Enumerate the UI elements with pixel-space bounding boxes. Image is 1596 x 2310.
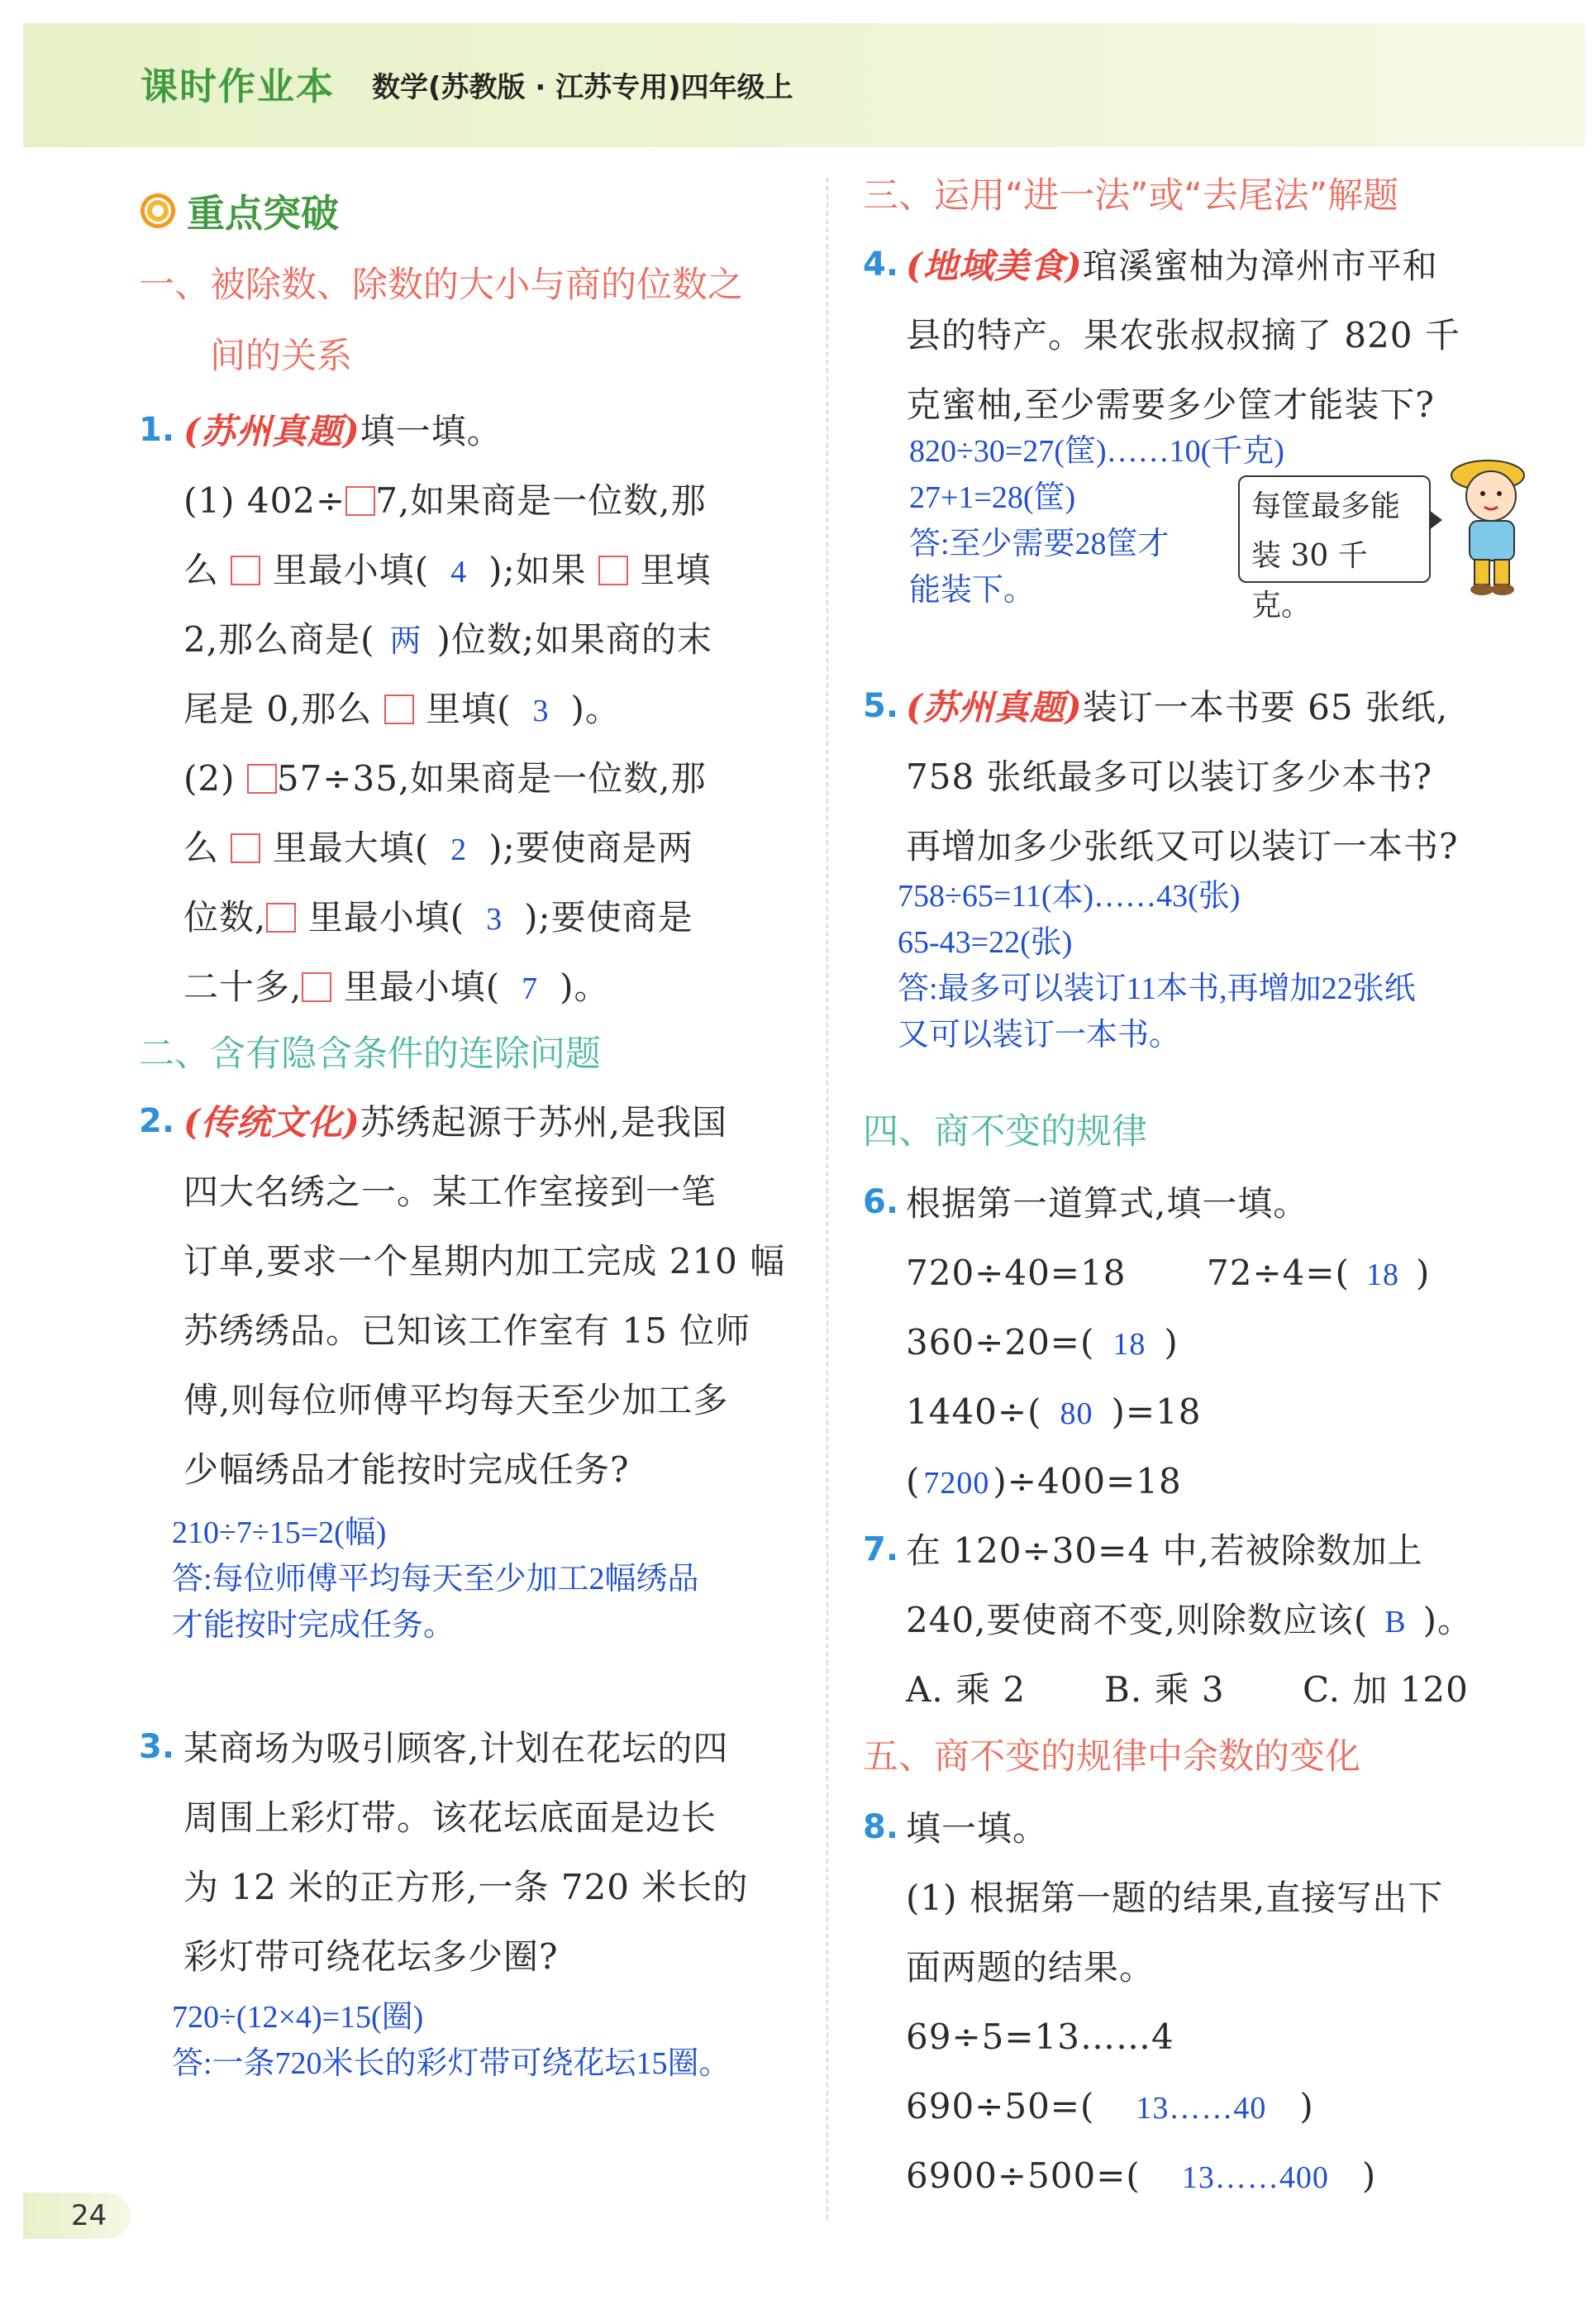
- fill-answer: 13……40: [1136, 2091, 1267, 2126]
- question-4-tag: (地域美食): [906, 246, 1083, 286]
- q7-line-1: 在 120÷30=4 中,若被除数加上: [906, 1530, 1423, 1571]
- q5-answer-3: 答:最多可以装订11本书,再增加22张纸: [898, 971, 1416, 1006]
- q2-line-5: 傅,则每位师傅平均每天至少加工多: [183, 1380, 729, 1420]
- q1-p1-line-b: 么 里最小填( 4 );如果 里填: [183, 550, 712, 590]
- q1-p2-line-b: 么 里最大填( 2 );要使商是两: [183, 828, 693, 868]
- fill-answer: 18: [1365, 1258, 1399, 1292]
- section-5-title: 五、商不变的规律中余数的变化: [863, 1736, 1360, 1778]
- fill-answer: 4: [450, 555, 468, 589]
- q7-line-2: 240,要使商不变,则除数应该( B )。: [906, 1600, 1474, 1640]
- q6-row-1b: 72÷4=( 18 ): [1207, 1253, 1431, 1293]
- answer-box[interactable]: [598, 556, 628, 585]
- q3-line-4: 彩灯带可绕花坛多少圈?: [183, 1936, 559, 1977]
- column-divider: [827, 178, 828, 2220]
- answer-box[interactable]: [302, 972, 331, 1002]
- question-5-number: 5.: [863, 687, 899, 725]
- q4-answer-2: 27+1=28(筐): [909, 480, 1076, 515]
- q2-line-1: (传统文化)苏绣起源于苏州,是我国: [183, 1102, 728, 1143]
- q8-p1-line-2: 面两题的结果。: [906, 1947, 1155, 1988]
- fill-answer: 7200: [923, 1466, 990, 1501]
- brand-title: 课时作业本: [141, 64, 336, 108]
- answer-box[interactable]: [266, 903, 296, 933]
- book-subtitle: 数学(苏教版 · 江苏专用)四年级上: [372, 71, 793, 104]
- question-1-tag: (苏州真题): [183, 411, 360, 451]
- answer-box[interactable]: [345, 486, 375, 516]
- question-1-number: 1.: [139, 411, 175, 449]
- q7-option-a[interactable]: A. 乘 2: [906, 1669, 1027, 1710]
- answer-box[interactable]: [231, 833, 260, 863]
- q8-p1-line-1: (1) 根据第一题的结果,直接写出下: [906, 1878, 1444, 1918]
- q2-answer-3: 才能按时完成任务。: [172, 1608, 455, 1643]
- q5-line-2: 758 张纸最多可以装订多少本书?: [906, 756, 1433, 797]
- q2-answer-1: 210÷7÷15=2(幅): [172, 1515, 387, 1550]
- q5-answer-4: 又可以装订一本书。: [898, 1018, 1181, 1052]
- q7-option-b[interactable]: B. 乘 3: [1104, 1669, 1225, 1710]
- target-icon: [139, 192, 177, 230]
- section-2-title: 二、含有隐含条件的连除问题: [139, 1033, 601, 1075]
- fill-answer: B: [1384, 1605, 1407, 1639]
- q3-answer-1: 720÷(12×4)=15(圈): [172, 2000, 424, 2035]
- q8-row-2: 690÷50=( 13……40 ): [906, 2086, 1314, 2126]
- q6-row-1a: 720÷40=18: [906, 1253, 1127, 1293]
- q5-answer-1: 758÷65=11(本)……43(张): [898, 879, 1241, 914]
- section-1-title-line1: 一、被除数、除数的大小与商的位数之: [139, 265, 743, 306]
- focus-badge-label: 重点突破: [187, 191, 339, 236]
- q7-option-c[interactable]: C. 加 120: [1303, 1669, 1469, 1710]
- q6-row-2: 360÷20=( 18 ): [906, 1322, 1179, 1363]
- fill-answer: 13……400: [1181, 2160, 1329, 2195]
- q4-line-3: 克蜜柚,至少需要多少筐才能装下?: [906, 384, 1435, 425]
- question-6-number: 6.: [863, 1183, 899, 1221]
- focus-badge: [139, 184, 339, 238]
- student-illustration-icon: [1436, 451, 1544, 599]
- fill-answer: 80: [1060, 1396, 1093, 1431]
- question-7-number: 7.: [863, 1530, 899, 1568]
- page-number: 24: [23, 2193, 131, 2239]
- answer-box[interactable]: [247, 764, 277, 794]
- fill-answer: 7: [522, 971, 539, 1006]
- answer-box[interactable]: [231, 556, 260, 585]
- q1-p2-line-a: (2) 57÷35,如果商是一位数,那: [183, 758, 707, 799]
- question-1-text: 填一填。: [360, 411, 503, 451]
- q3-line-3: 为 12 米的正方形,一条 720 米长的: [183, 1867, 749, 1907]
- q4-line-1: (地域美食)琯溪蜜柚为漳州市平和: [906, 246, 1438, 286]
- q6-prompt: 根据第一道算式,填一填。: [906, 1183, 1309, 1224]
- q3-answer-2: 答:一条720米长的彩灯带可绕花坛15圈。: [172, 2046, 731, 2081]
- q8-row-1: 69÷5=13……4: [906, 2016, 1174, 2057]
- hint-line-1: 每筐最多能: [1251, 489, 1401, 523]
- question-2-tag: (传统文化): [183, 1102, 360, 1143]
- fill-answer: 两: [389, 624, 422, 659]
- section-4-title: 四、商不变的规律: [863, 1111, 1147, 1153]
- question-1-prompt: [183, 397, 503, 466]
- q2-line-2: 四大名绣之一。某工作室接到一笔: [183, 1172, 717, 1212]
- question-4-number: 4.: [863, 246, 899, 284]
- section-3-title: 三、运用“进一法”或“去尾法”解题: [863, 175, 1399, 217]
- q1-p2-line-d: 二十多, 里最小填( 7 )。: [183, 966, 610, 1007]
- q2-line-4: 苏绣绣品。已知该工作室有 15 位师: [183, 1310, 751, 1351]
- q2-line-6: 少幅绣品才能按时完成任务?: [183, 1449, 630, 1490]
- question-8-number: 8.: [863, 1808, 899, 1846]
- q1-p1-line-d: 尾是 0,那么 里填( 3 )。: [183, 689, 621, 729]
- q5-answer-2: 65-43=22(张): [898, 925, 1073, 960]
- fill-answer: 3: [532, 694, 550, 728]
- question-3-number: 3.: [139, 1728, 175, 1766]
- q2-answer-2: 答:每位师傅平均每天至少加工2幅绣品: [172, 1562, 699, 1596]
- q8-prompt: 填一填。: [906, 1808, 1049, 1849]
- q6-row-4: ( 7200)÷400=18: [906, 1461, 1182, 1501]
- answer-box[interactable]: [384, 694, 414, 724]
- q3-line-2: 周围上彩灯带。该花坛底面是边长: [183, 1797, 717, 1838]
- q3-line-1: 某商场为吸引顾客,计划在花坛的四: [183, 1728, 729, 1768]
- q4-line-2: 县的特产。果农张叔叔摘了 820 千: [906, 315, 1460, 356]
- q8-row-3: 6900÷500=( 13……400 ): [906, 2155, 1377, 2196]
- fill-answer: 18: [1112, 1327, 1146, 1362]
- q4-answer-3: 答:至少需要28筐才: [909, 527, 1170, 561]
- q5-line-3: 再增加多少张纸又可以装订一本书?: [906, 826, 1459, 866]
- fill-answer: 3: [486, 902, 503, 937]
- question-5-tag: (苏州真题): [906, 687, 1083, 728]
- q1-p1-line-c: 2,那么商是( 两 )位数;如果商的末: [183, 619, 713, 660]
- hint-line-2: 装 30 千克。: [1251, 539, 1368, 623]
- q2-line-3: 订单,要求一个星期内加工完成 210 幅: [183, 1241, 786, 1281]
- q6-row-3: 1440÷( 80 )=18: [906, 1391, 1202, 1432]
- q4-answer-4: 能装下。: [909, 573, 1036, 608]
- q1-p2-line-c: 位数, 里最小填( 3 );要使商是: [183, 897, 693, 938]
- q5-line-1: (苏州真题)装订一本书要 65 张纸,: [906, 687, 1449, 728]
- question-2-number: 2.: [139, 1102, 175, 1140]
- q4-answer-1: 820÷30=27(筐)……10(千克): [909, 434, 1284, 469]
- hint-bubble: [1238, 475, 1431, 623]
- section-1-title-line2: 间的关系: [210, 336, 352, 377]
- q1-p1-line-a: (1) 402÷ 7,如果商是一位数,那: [183, 480, 707, 521]
- fill-answer: 2: [450, 833, 468, 867]
